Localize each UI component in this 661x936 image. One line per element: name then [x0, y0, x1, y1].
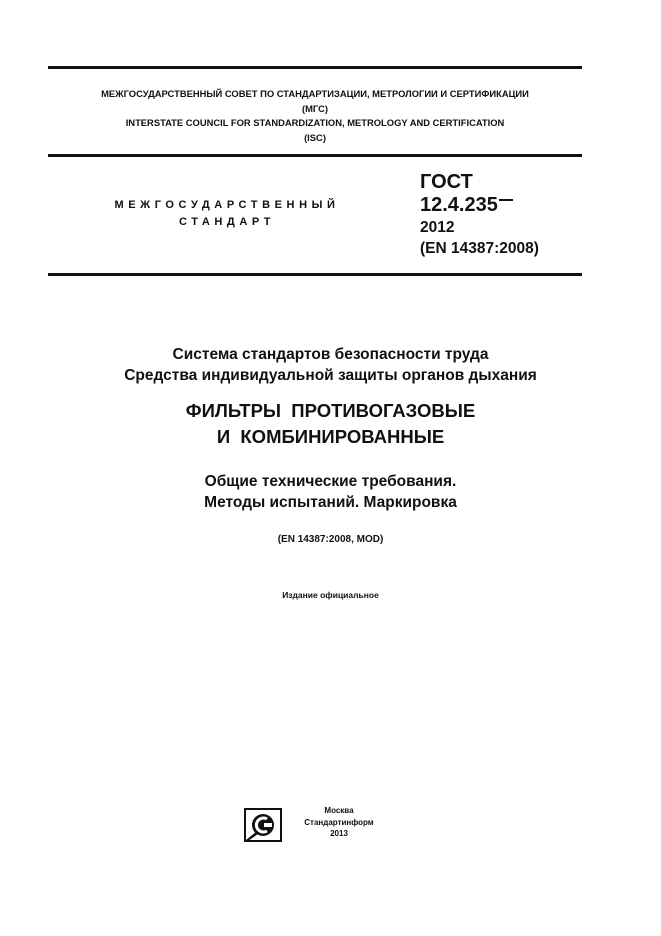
- system-title: [0, 344, 661, 386]
- standard-type-line1: МЕЖГОСУДАРСТВЕННЫЙ: [114, 199, 340, 211]
- gost-label: ГОСТ: [420, 171, 473, 193]
- standard-type: [96, 197, 358, 231]
- main-title: [0, 398, 661, 450]
- header-divider-rule: [48, 154, 582, 157]
- main-title-line1: ФИЛЬТРЫ ПРОТИВОГАЗОВЫЕ: [185, 400, 476, 421]
- publisher-text: [294, 805, 384, 840]
- council-en-name: INTERSTATE COUNCIL FOR STANDARDIZATION, METROLOGY AND CERTIFICATION: [125, 117, 505, 128]
- publisher-name: Стандартинформ: [304, 817, 374, 827]
- subtitle-line2: Методы испытаний. Маркировка: [204, 494, 457, 511]
- council-en-abbr: (ISC): [304, 131, 326, 143]
- gost-designation: [420, 171, 539, 259]
- council-ru-abbr: (МГС): [301, 102, 328, 114]
- top-rule: [48, 66, 582, 69]
- publisher-year: 2013: [330, 829, 348, 838]
- edition-note: Издание официальное: [282, 590, 379, 600]
- standartinform-logo-icon: [244, 808, 282, 842]
- gost-number: 12.4.235: [420, 194, 498, 216]
- council-ru-name: МЕЖГОСУДАРСТВЕННЫЙ СОВЕТ ПО СТАНДАРТИЗАЦИИ, МЕТРОЛОГИИ И СЕРТИФИКАЦИИ: [101, 88, 529, 99]
- standard-type-line2: СТАНДАРТ: [178, 216, 276, 228]
- gost-number-line: [420, 194, 539, 217]
- gost-year: 2012: [420, 219, 455, 236]
- council-header: [48, 87, 582, 145]
- modification-note: (EN 14387:2008, MOD): [277, 534, 384, 545]
- gost-equivalent: (EN 14387:2008): [420, 240, 539, 257]
- publisher-city: Москва: [324, 806, 354, 815]
- system-title-line1: Система стандартов безопасности труда: [172, 346, 489, 363]
- system-title-line2: Средства индивидуальной защиты органов дыхания: [124, 367, 537, 384]
- subtitle-line1: Общие технические требования.: [204, 473, 457, 490]
- subtitle: [0, 471, 661, 513]
- publisher-block: [244, 805, 404, 845]
- main-title-line2: И КОМБИНИРОВАННЫЕ: [216, 426, 445, 447]
- designation-divider-rule: [48, 273, 582, 276]
- number-dash: [499, 199, 513, 201]
